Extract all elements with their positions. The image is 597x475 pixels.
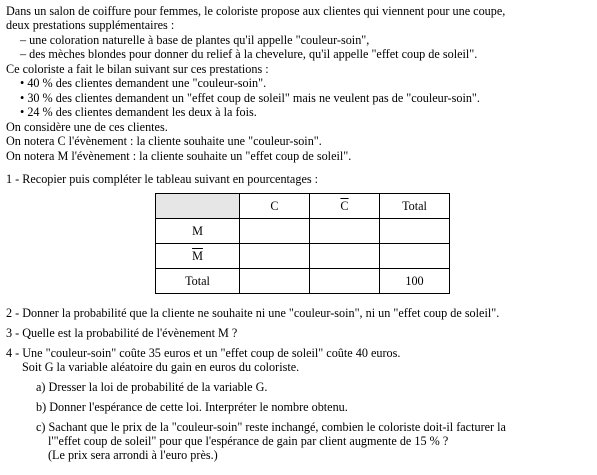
table-cell	[240, 219, 310, 244]
intro-line-1: Dans un salon de coiffure pour femmes, le coloriste propose aux clientes qui viennent pour une coupe,	[6, 4, 506, 18]
question-1: 1 - Recopier puis compléter le tableau suivant en pourcentages :	[6, 172, 319, 186]
table-cell-grand-total: 100	[380, 269, 450, 294]
table-cell	[310, 244, 380, 269]
header-total: Total	[380, 194, 450, 219]
question-4a: a) Dresser la loi de probabilité de la variable G.	[36, 380, 268, 394]
row-label-m-bar: $\overline{M}$	[156, 244, 240, 269]
table-corner-cell	[156, 194, 240, 219]
header-c-bar: $\overline{C}$	[310, 194, 380, 219]
table-cell	[240, 269, 310, 294]
table-cell	[240, 244, 310, 269]
intro-line-5: Ce coloriste a fait le bilan suivant sur ces prestations :	[6, 62, 269, 76]
intro-dash-item-2: – des mèches blondes pour donner du relief à la chevelure, qu'il appelle "effet coup de soleil".	[20, 47, 478, 61]
intro-line-2: deux prestations supplémentaires :	[6, 18, 175, 32]
question-4c-line-2: l'"effet coup de soleil" pour que l'espérance de gain par client augmente de 15 % ?	[48, 434, 449, 448]
table-cell	[380, 219, 450, 244]
question-4-definition: Soit G la variable aléatoire du gain en euros du coloriste.	[22, 360, 300, 374]
table-row	[156, 219, 450, 244]
question-2: 2 - Donner la probabilité que la cliente ne souhaite ni une "couleur-soin", ni un "effet coup de soleil".	[6, 306, 500, 320]
bullet-3: • 24 % des clientes demandent les deux à la fois.	[20, 105, 257, 119]
bullet-2: • 30 % des clientes demandent un "effet coup de soleil" mais ne veulent pas de "couleur-soin".	[20, 91, 480, 105]
percentage-table	[155, 193, 450, 294]
header-c: C	[240, 194, 310, 219]
intro-line-7: On notera C l'évènement : la cliente souhaite une "couleur-soin".	[6, 134, 322, 148]
question-4: 4 - Une "couleur-soin" coûte 35 euros et un "effet coup de soleil" coûte 40 euros.	[6, 346, 401, 360]
table-cell	[380, 244, 450, 269]
bullet-1: • 40 % des clientes demandent une "couleur-soin".	[20, 76, 267, 90]
table-cell	[310, 219, 380, 244]
question-4b: b) Donner l'espérance de cette loi. Interpréter le nombre obtenu.	[36, 400, 348, 414]
row-label-m: M	[156, 219, 240, 244]
question-4c-note: (Le prix sera arrondi à l'euro près.)	[48, 448, 218, 462]
table-header-row	[156, 194, 450, 219]
table-row	[156, 269, 450, 294]
question-4c-line-1: c) Sachant que le prix de la "couleur-soin" reste inchangé, combien le coloriste doit-il facturer la	[36, 420, 506, 434]
intro-dash-item-1: – une coloration naturelle à base de plantes qu'il appelle "couleur-soin",	[20, 33, 370, 47]
question-3: 3 - Quelle est la probabilité de l'évènement M ?	[6, 326, 238, 340]
table-cell	[310, 269, 380, 294]
intro-line-8: On notera M l'évènement : la cliente souhaite un "effet coup de soleil".	[6, 149, 352, 163]
table-row	[156, 244, 450, 269]
row-label-total: Total	[156, 269, 240, 294]
intro-line-6: On considère une de ces clientes.	[6, 120, 168, 134]
